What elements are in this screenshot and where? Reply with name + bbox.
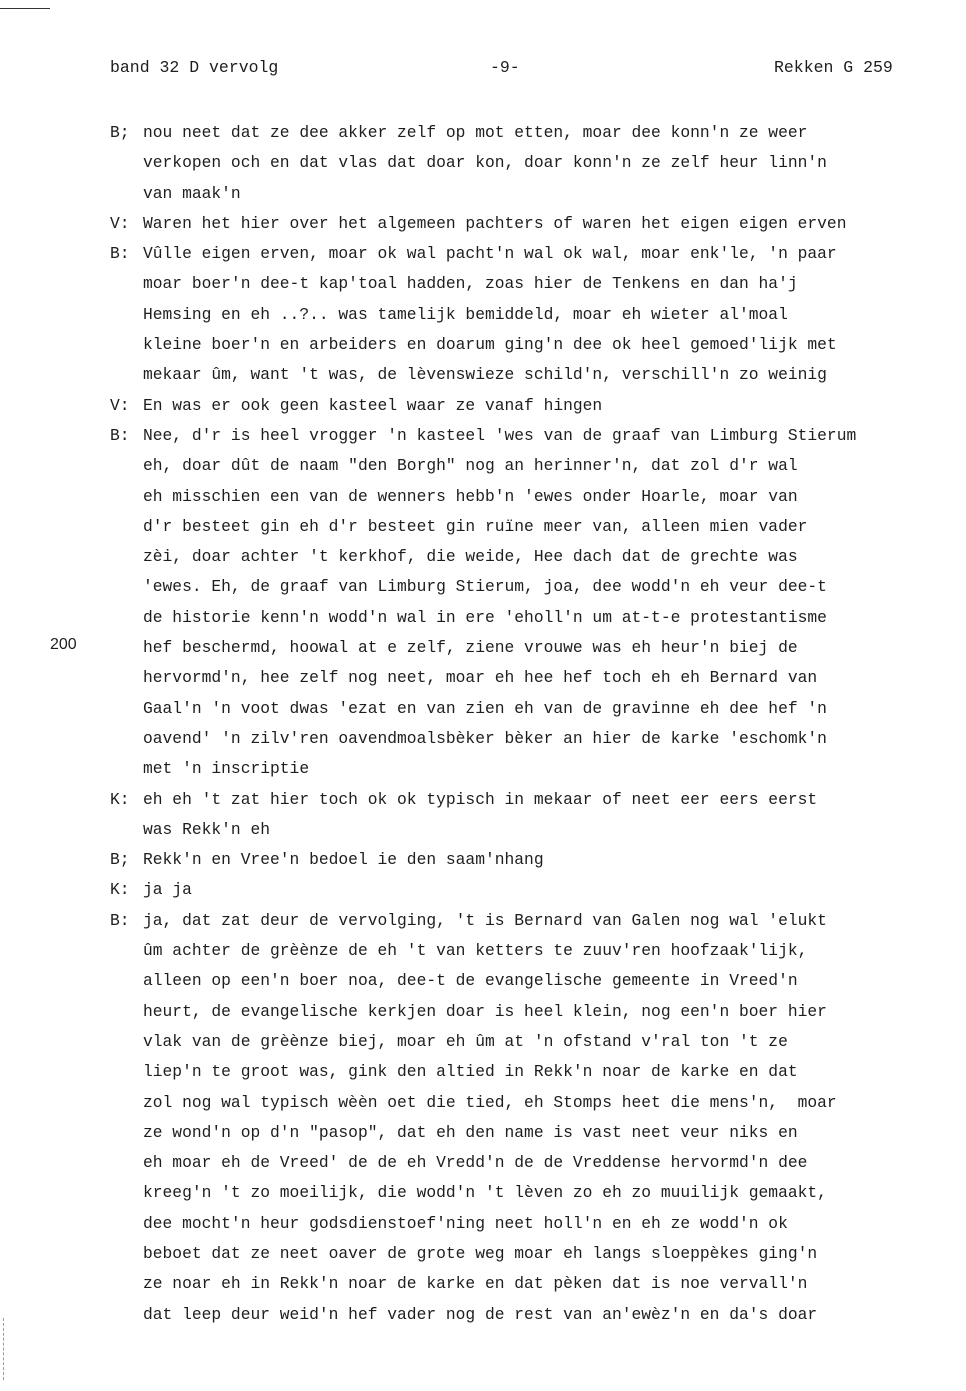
line-text: heurt, de evangelische kerkjen doar is heel klein, nog een'n boer hier	[143, 1001, 827, 1021]
transcript-line	[0, 966, 966, 996]
line-text: Vûlle eigen erven, moar ok wal pacht'n wal ok wal, moar enk'le, 'n paar	[143, 244, 837, 264]
transcript-line	[0, 633, 966, 663]
line-text: hef beschermd, hoowal at e zelf, ziene vrouwe was eh heur'n biej de	[143, 638, 798, 658]
transcript-line	[0, 936, 966, 966]
line-text: oavend' 'n zilv'ren oavendmoalsbèker bèker an hier de karke 'eschomk'n	[143, 728, 827, 748]
speaker-label: V:	[110, 395, 130, 415]
line-text: eh, doar dût de naam "den Borgh" nog an herinner'n, dat zol d'r wal	[143, 456, 798, 476]
transcript-line	[0, 421, 966, 451]
line-text: eh moar eh de Vreed' de de eh Vredd'n de de Vreddense hervormd'n dee	[143, 1153, 808, 1173]
transcript-line	[0, 512, 966, 542]
transcript-line	[0, 239, 966, 269]
line-text: nou neet dat ze dee akker zelf op mot etten, moar dee konn'n ze weer	[143, 123, 808, 142]
line-text: 'ewes. Eh, de graaf van Limburg Stierum, joa, dee wodd'n eh veur dee-t	[143, 577, 827, 597]
transcript-line	[0, 1148, 966, 1178]
transcript-line	[0, 785, 966, 815]
transcript-line	[0, 118, 966, 148]
line-text: Nee, d'r is heel vrogger 'n kasteel 'wes van de graaf van Limburg Stierum	[143, 425, 857, 445]
line-text: kleine boer'n en arbeiders en doarum ging'n dee ok heel gemoed'lijk met	[143, 335, 837, 355]
line-text: ze wond'n op d'n "pasop", dat eh den name is vast neet veur niks en	[143, 1122, 798, 1142]
line-text: was Rekk'n eh	[143, 819, 271, 839]
line-text: dee mocht'n heur godsdienstoef'ning neet holl'n en eh ze wodd'n ok	[143, 1213, 788, 1233]
speaker-label: B:	[110, 425, 130, 445]
line-text: ja, dat zat deur de vervolging, 't is Bernard van Galen nog wal 'elukt	[143, 910, 827, 930]
transcript-line	[0, 663, 966, 693]
line-text: zol nog wal typisch wèèn oet die tied, eh Stomps heet die mens'n, moar	[143, 1092, 837, 1112]
header-left: band 32 D vervolg	[110, 58, 279, 77]
line-text: En was er ook geen kasteel waar ze vanaf hingen	[143, 395, 603, 415]
transcript-line	[0, 179, 966, 209]
line-text: Gaal'n 'n voot dwas 'ezat en van zien eh van de gravinne eh dee hef 'n	[143, 698, 827, 718]
margin-line-number: 200	[50, 636, 77, 653]
transcript-line	[0, 209, 966, 239]
line-text: kreeg'n 't zo moeilijk, die wodd'n 't lèven zo eh zo muuilijk gemaakt,	[143, 1183, 827, 1203]
page-number: -9-	[490, 58, 520, 77]
line-text: hervormd'n, hee zelf nog neet, moar eh hee hef toch eh eh Bernard van	[143, 668, 818, 688]
line-text: alleen op een'n boer noa, dee-t de evangelische gemeente in Vreed'n	[143, 971, 798, 991]
transcript-line	[0, 845, 966, 875]
transcript-line	[0, 724, 966, 754]
line-text: zèi, doar achter 't kerkhof, die weide, Hee dach dat de grechte was	[143, 547, 798, 567]
transcript-line	[0, 906, 966, 936]
line-text: eh eh 't zat hier toch ok ok typisch in mekaar of neet eer eers eerst	[143, 789, 818, 809]
line-text: de historie kenn'n wodd'n wal in ere 'eholl'n um at-t-e protestantisme	[143, 607, 827, 627]
transcript-line	[0, 391, 966, 421]
transcript-line	[0, 1178, 966, 1208]
transcript-line	[0, 1118, 966, 1148]
transcript-line	[0, 997, 966, 1027]
line-text: liep'n te groot was, gink den altied in Rekk'n noar de karke en dat	[143, 1062, 798, 1082]
line-text: ja ja	[143, 880, 192, 900]
line-text: dat leep deur weid'n hef vader nog de rest van an'ewèz'n en da's doar	[143, 1304, 818, 1324]
transcript-line	[0, 148, 966, 178]
line-text: vlak van de grèènze biej, moar eh ûm at 'n ofstand v'ral ton 't ze	[143, 1031, 788, 1051]
speaker-label: K:	[110, 880, 130, 900]
line-text: Rekk'n en Vree'n bedoel ie den saam'nhang	[143, 850, 544, 870]
transcript-line	[0, 815, 966, 845]
transcript-line	[0, 1088, 966, 1118]
line-text: Hemsing en eh ..?.. was tamelijk bemiddeld, moar eh wieter al'moal	[143, 304, 788, 324]
transcript-line	[0, 300, 966, 330]
transcript-line	[0, 875, 966, 905]
transcript-line	[0, 603, 966, 633]
transcript-line	[0, 1239, 966, 1269]
header-right: Rekken G 259	[774, 58, 893, 77]
corner-mark	[0, 8, 50, 9]
line-text: beboet dat ze neet oaver de grote weg moar eh langs sloeppèkes ging'n	[143, 1243, 818, 1263]
line-text: ze noar eh in Rekk'n noar de karke en dat pèken dat is noe vervall'n	[143, 1274, 808, 1294]
transcript-line	[0, 451, 966, 481]
speaker-label: B;	[110, 850, 130, 870]
transcript-line	[0, 542, 966, 572]
line-text: verkopen och en dat vlas dat doar kon, doar konn'n ze zelf heur linn'n	[143, 153, 827, 173]
line-text: moar boer'n dee-t kap'toal hadden, zoas hier de Tenkens en dan ha'j	[143, 274, 798, 294]
transcript-line	[0, 482, 966, 512]
transcript-line	[0, 360, 966, 390]
transcript-body	[0, 118, 966, 1330]
line-text: ûm achter de grèènze de eh 't van ketters te zuuv'ren hoofzaak'lijk,	[143, 941, 808, 961]
transcript-line	[0, 1057, 966, 1087]
transcript-line	[0, 269, 966, 299]
line-text: mekaar ûm, want 't was, de lèvenswieze schild'n, verschill'n zo weinig	[143, 365, 827, 385]
transcript-line	[0, 1269, 966, 1299]
transcript-line	[0, 572, 966, 602]
speaker-label: B;	[110, 123, 130, 142]
line-text: met 'n inscriptie	[143, 759, 310, 779]
speaker-label: B:	[110, 910, 130, 930]
transcript-line	[0, 330, 966, 360]
speaker-label: K:	[110, 789, 130, 809]
transcript-line	[0, 754, 966, 784]
line-text: Waren het hier over het algemeen pachters of waren het eigen eigen erven	[143, 213, 847, 233]
line-text: van maak'n	[143, 183, 241, 203]
transcript-line	[0, 1209, 966, 1239]
transcript-line	[0, 1027, 966, 1057]
speaker-label: V:	[110, 213, 130, 233]
line-text: eh misschien een van de wenners hebb'n 'ewes onder Hoarle, moar van	[143, 486, 798, 506]
speaker-label: B:	[110, 244, 130, 264]
line-text: d'r besteet gin eh d'r besteet gin ruïne meer van, alleen mien vader	[143, 516, 808, 536]
transcript-line	[0, 694, 966, 724]
transcript-line	[0, 1300, 966, 1330]
